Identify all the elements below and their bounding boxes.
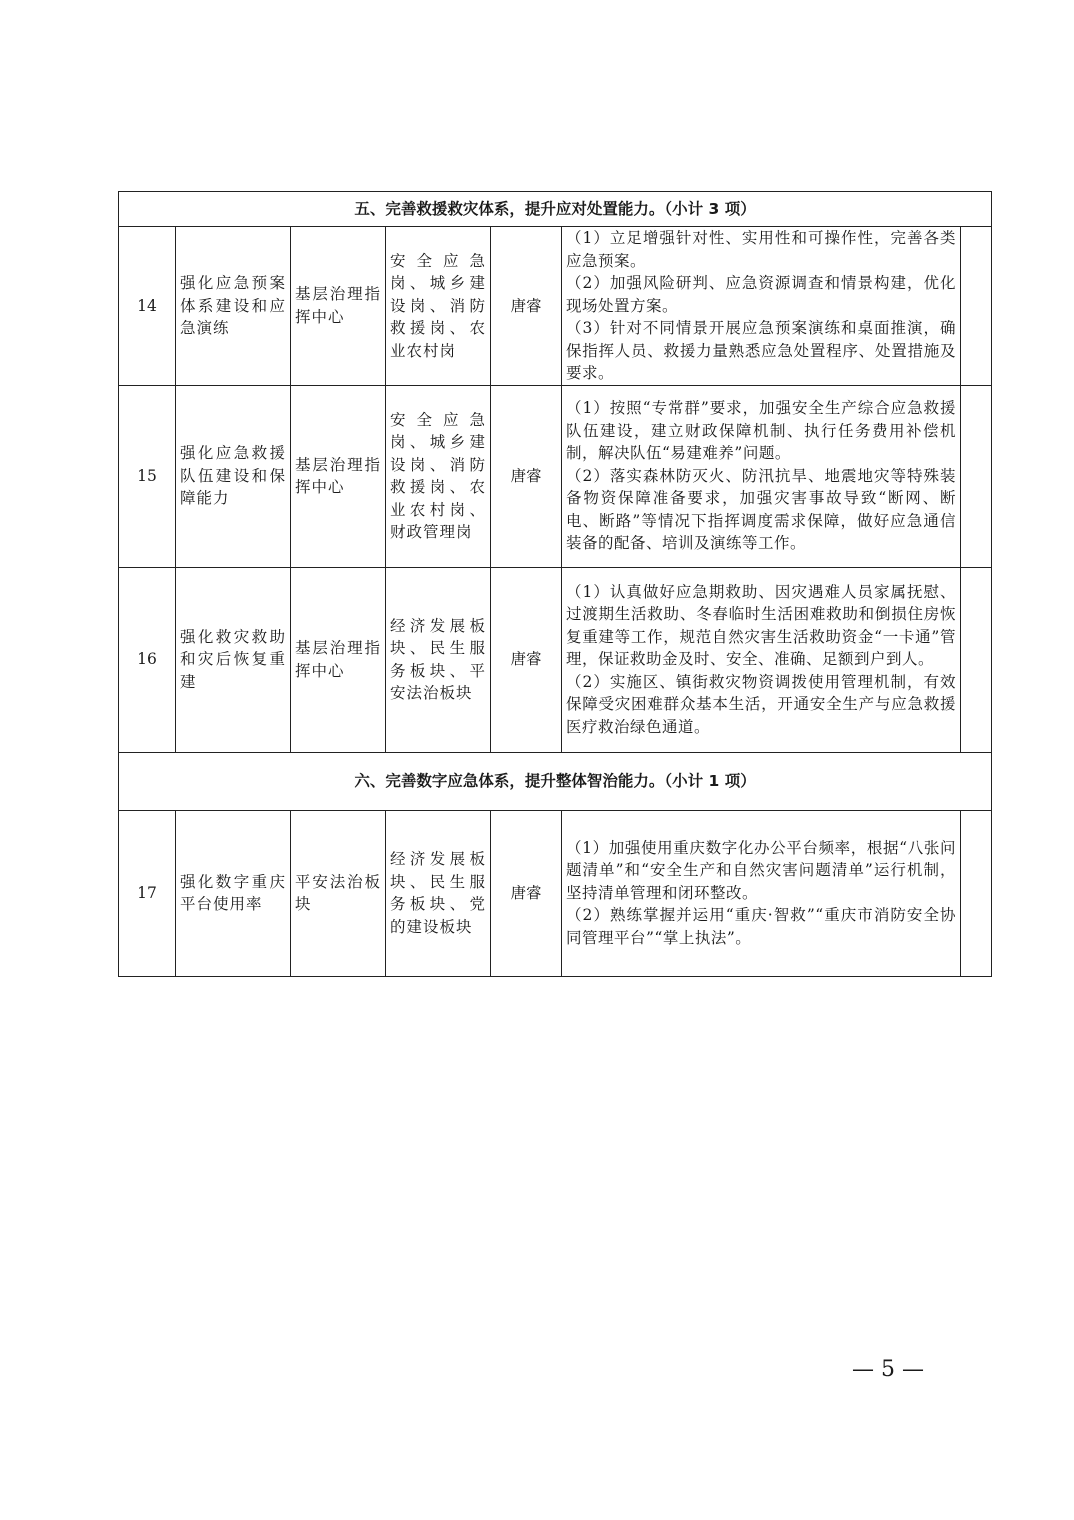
responsible-unit: 基层治理指挥中心 [291,227,386,386]
measure-item: （3）针对不同情景开展应急预案演练和桌面推演，确保指挥人员、救援力量熟悉应急处置程序、处置措施及要求。 [566,319,956,382]
measure-item: （1）认真做好应急期救助、因灾遇难人员家属抚慰、过渡期生活救助、冬春临时生活困难救助和倒损住房恢复重建等工作，规范自然灾害生活救助资金“一卡通”管理，保证救助金及时、安全、准确、足额到户到人。 [566,582,956,669]
measure-item: （2）熟练掌握并运用“重庆·智救”“重庆市消防安全协同管理平台”“掌上执法”。 [566,906,956,947]
row-number: 17 [119,810,176,976]
table-row [119,227,992,386]
table-row [119,810,992,976]
row-number: 15 [119,385,176,567]
section-title: 六、完善数字应急体系，提升整体智治能力。（小计 1 项） [119,752,992,810]
responsible-posts: 安全应急岗、城乡建设岗、消防救援岗、农业农村岗 [386,227,491,386]
blank-cell [961,385,992,567]
work-plan-table [118,191,992,977]
blank-cell [961,567,992,752]
measure-item: （1）按照“专常群”要求，加强安全生产综合应急救援队伍建设，建立财政保障机制、执行任务费用补偿机制，解决队伍“易建难养”问题。 [566,399,956,463]
blank-cell [961,227,992,386]
measure-item: （1）加强使用重庆数字化办公平台频率，根据“八张问题清单”和“安全生产和自然灾害问题清单”运行机制，坚持清单管理和闭环整改。 [566,838,956,902]
page-number: — 5 — [852,1357,924,1382]
lead-person: 唐睿 [491,227,562,386]
responsible-unit: 基层治理指挥中心 [291,385,386,567]
lead-person: 唐睿 [491,567,562,752]
measures-cell [562,227,961,386]
table-row [119,385,992,567]
responsible-posts: 经济发展板块、民生服务板块、平安法治板块 [386,567,491,752]
task-name: 强化数字重庆平台使用率 [176,810,291,976]
responsible-unit: 平安法治板块 [291,810,386,976]
lead-person: 唐睿 [491,385,562,567]
blank-cell [961,810,992,976]
responsible-unit: 基层治理指挥中心 [291,567,386,752]
responsible-posts: 安全应急岗、城乡建设岗、消防救援岗、农业农村岗、财政管理岗 [386,385,491,567]
row-number: 14 [119,227,176,386]
task-name: 强化应急救援队伍建设和保障能力 [176,385,291,567]
task-name: 强化救灾救助和灾后恢复重建 [176,567,291,752]
responsible-posts: 经济发展板块、民生服务板块、党的建设板块 [386,810,491,976]
lead-person: 唐睿 [491,810,562,976]
measure-item: （1）立足增强针对性、实用性和可操作性，完善各类应急预案。 [566,229,956,270]
measures-cell [562,385,961,567]
measure-item: （2）落实森林防灭火、防汛抗旱、地震地灾等特殊装备物资保障准备要求，加强灾害事故导致“断网、断电、断路”等情况下指挥调度需求保障，做好应急通信装备的配备、培训及演练等工作。 [566,466,956,553]
section-title: 五、完善救援救灾体系，提升应对处置能力。（小计 3 项） [119,192,992,227]
measures-cell [562,567,961,752]
measure-item: （2）实施区、镇街救灾物资调拨使用管理机制，有效保障受灾困难群众基本生活，开通安全生产与应急救援医疗救治绿色通道。 [566,672,956,736]
table-row [119,567,992,752]
measure-item: （2）加强风险研判、应急资源调查和情景构建，优化现场处置方案。 [566,274,956,315]
row-number: 16 [119,567,176,752]
section-header-row [119,192,992,227]
measures-cell [562,810,961,976]
section-header-row [119,752,992,810]
task-name: 强化应急预案体系建设和应急演练 [176,227,291,386]
